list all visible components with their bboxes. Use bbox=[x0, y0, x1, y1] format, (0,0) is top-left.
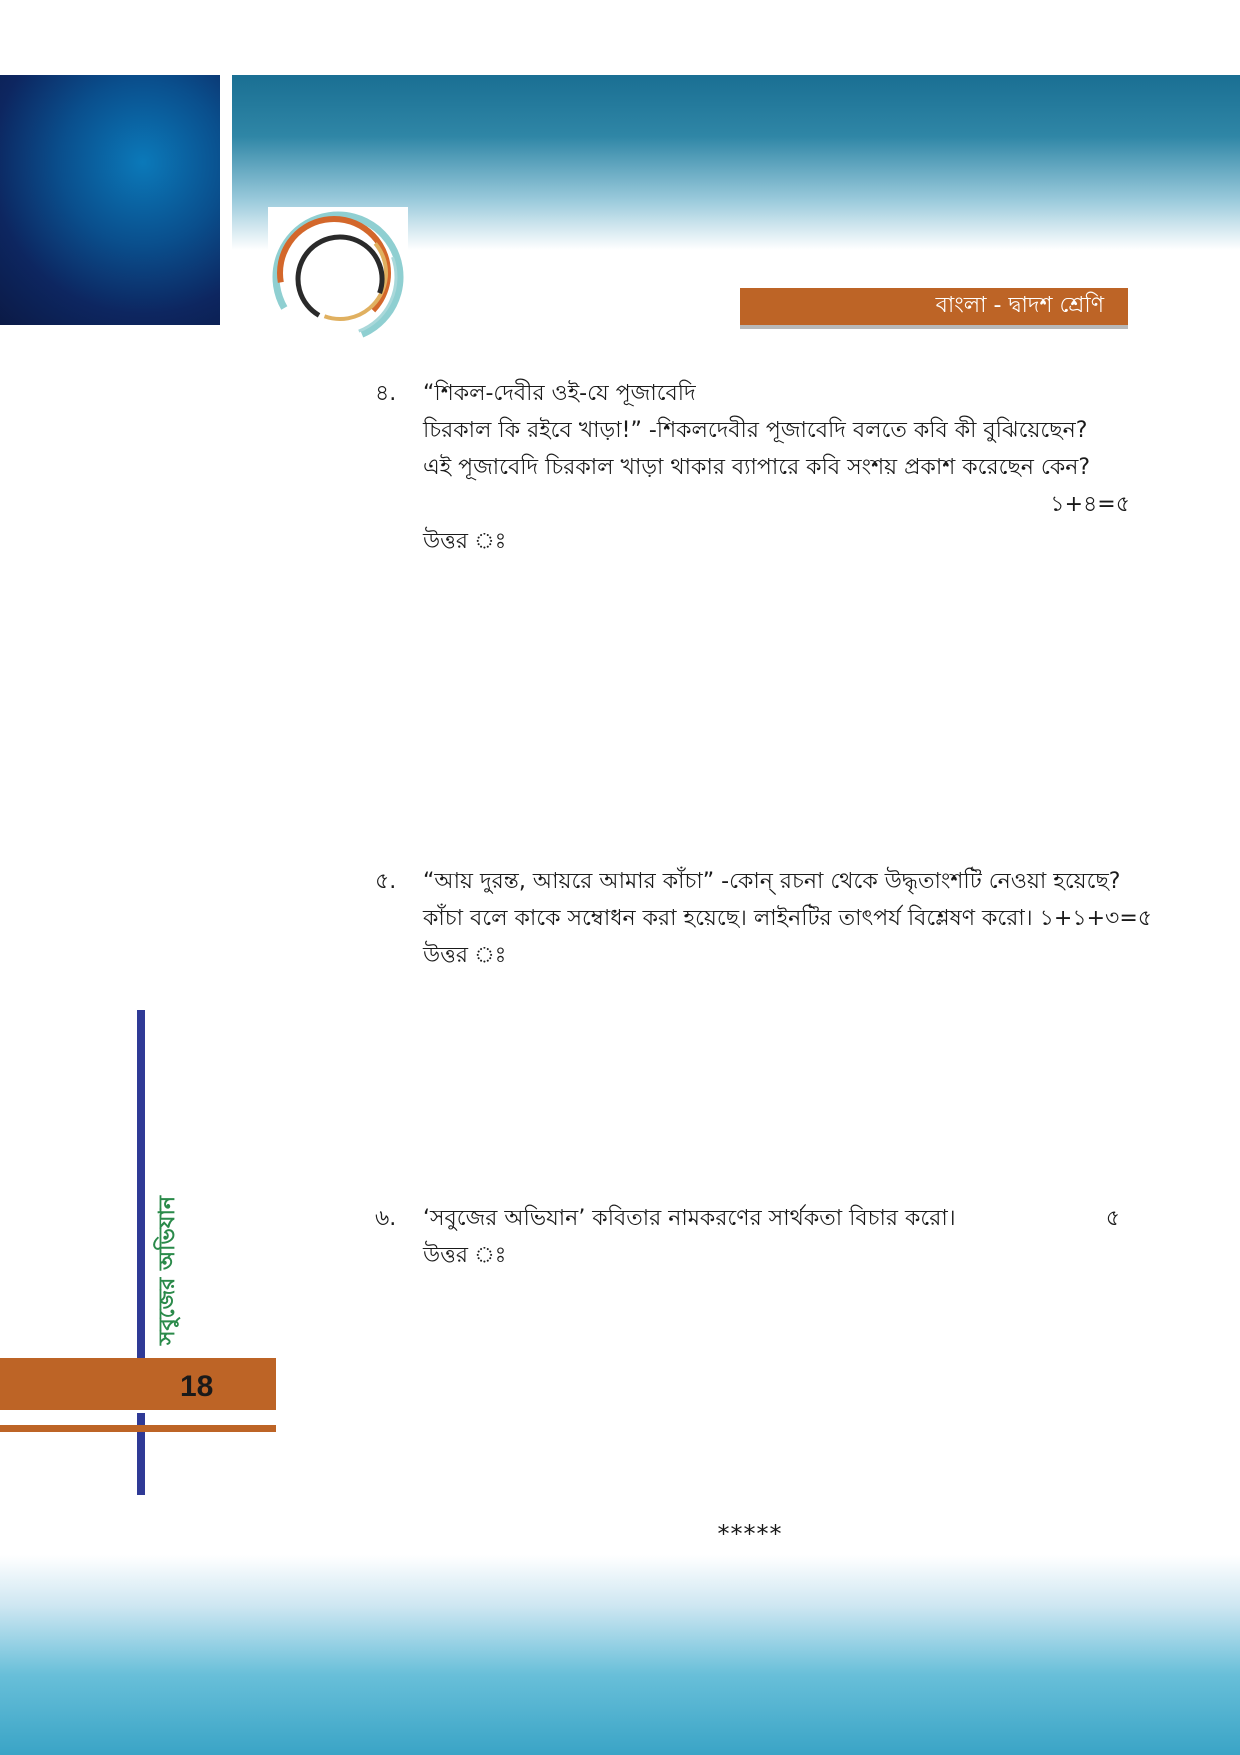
question-line: চিরকাল কি রইবে খাড়া!” -শিকলদেবীর পূজাবেদি বলতে কবি কী বুঝিয়েছেন? bbox=[423, 418, 1088, 443]
subject-class-tag: বাংলা - দ্বাদশ শ্রেণি bbox=[740, 288, 1128, 329]
page-number: 18 bbox=[180, 1370, 214, 1403]
question-line: “শিকল-দেবীর ওই-যে পূজাবেদি bbox=[423, 381, 696, 406]
book-title-text: সবুজের অভিযান bbox=[155, 1196, 180, 1345]
question-number: ৬. bbox=[375, 1206, 397, 1231]
question-6 bbox=[375, 1200, 1130, 1274]
question-text: ‘সবুজের অভিযান’ কবিতার নামকরণের সার্থকতা বিচার করো। bbox=[423, 1206, 956, 1231]
question-line: কাঁচা বলে কাকে সম্বোধন করা হয়েছে। লাইনটির তাৎপর্য বিশ্লেষণ করো। ১+১+৩=৫ bbox=[423, 906, 1153, 931]
answer-label: উত্তর ঃ bbox=[423, 1243, 507, 1268]
question-number: ৫. bbox=[375, 869, 397, 894]
answer-label: উত্তর ঃ bbox=[423, 529, 507, 554]
question-marks: ১+৪=৫ bbox=[1050, 492, 1130, 517]
header-blue-square bbox=[0, 75, 220, 325]
answer-label: উত্তর ঃ bbox=[423, 943, 507, 968]
circle-logo-icon bbox=[268, 207, 408, 347]
question-line: “আয় দুরন্ত, আয়রে আমার কাঁচা” -কোন্ রচনা থেকে উদ্ধৃতাংশটি নেওয়া হয়েছে? bbox=[423, 869, 1121, 894]
question-number: ৪. bbox=[375, 381, 397, 406]
end-marker: ***** bbox=[717, 1520, 783, 1548]
side-accent-bar bbox=[137, 1010, 145, 1495]
page-number-underline bbox=[0, 1425, 276, 1432]
question-line: এই পূজাবেদি চিরকাল খাড়া থাকার ব্যাপারে কবি সংশয় প্রকাশ করেছেন কেন? bbox=[423, 455, 1091, 480]
question-5 bbox=[375, 863, 1153, 974]
question-4 bbox=[375, 375, 1130, 560]
footer-gradient-band bbox=[0, 1555, 1240, 1755]
question-marks: ৫ bbox=[1105, 1206, 1120, 1231]
